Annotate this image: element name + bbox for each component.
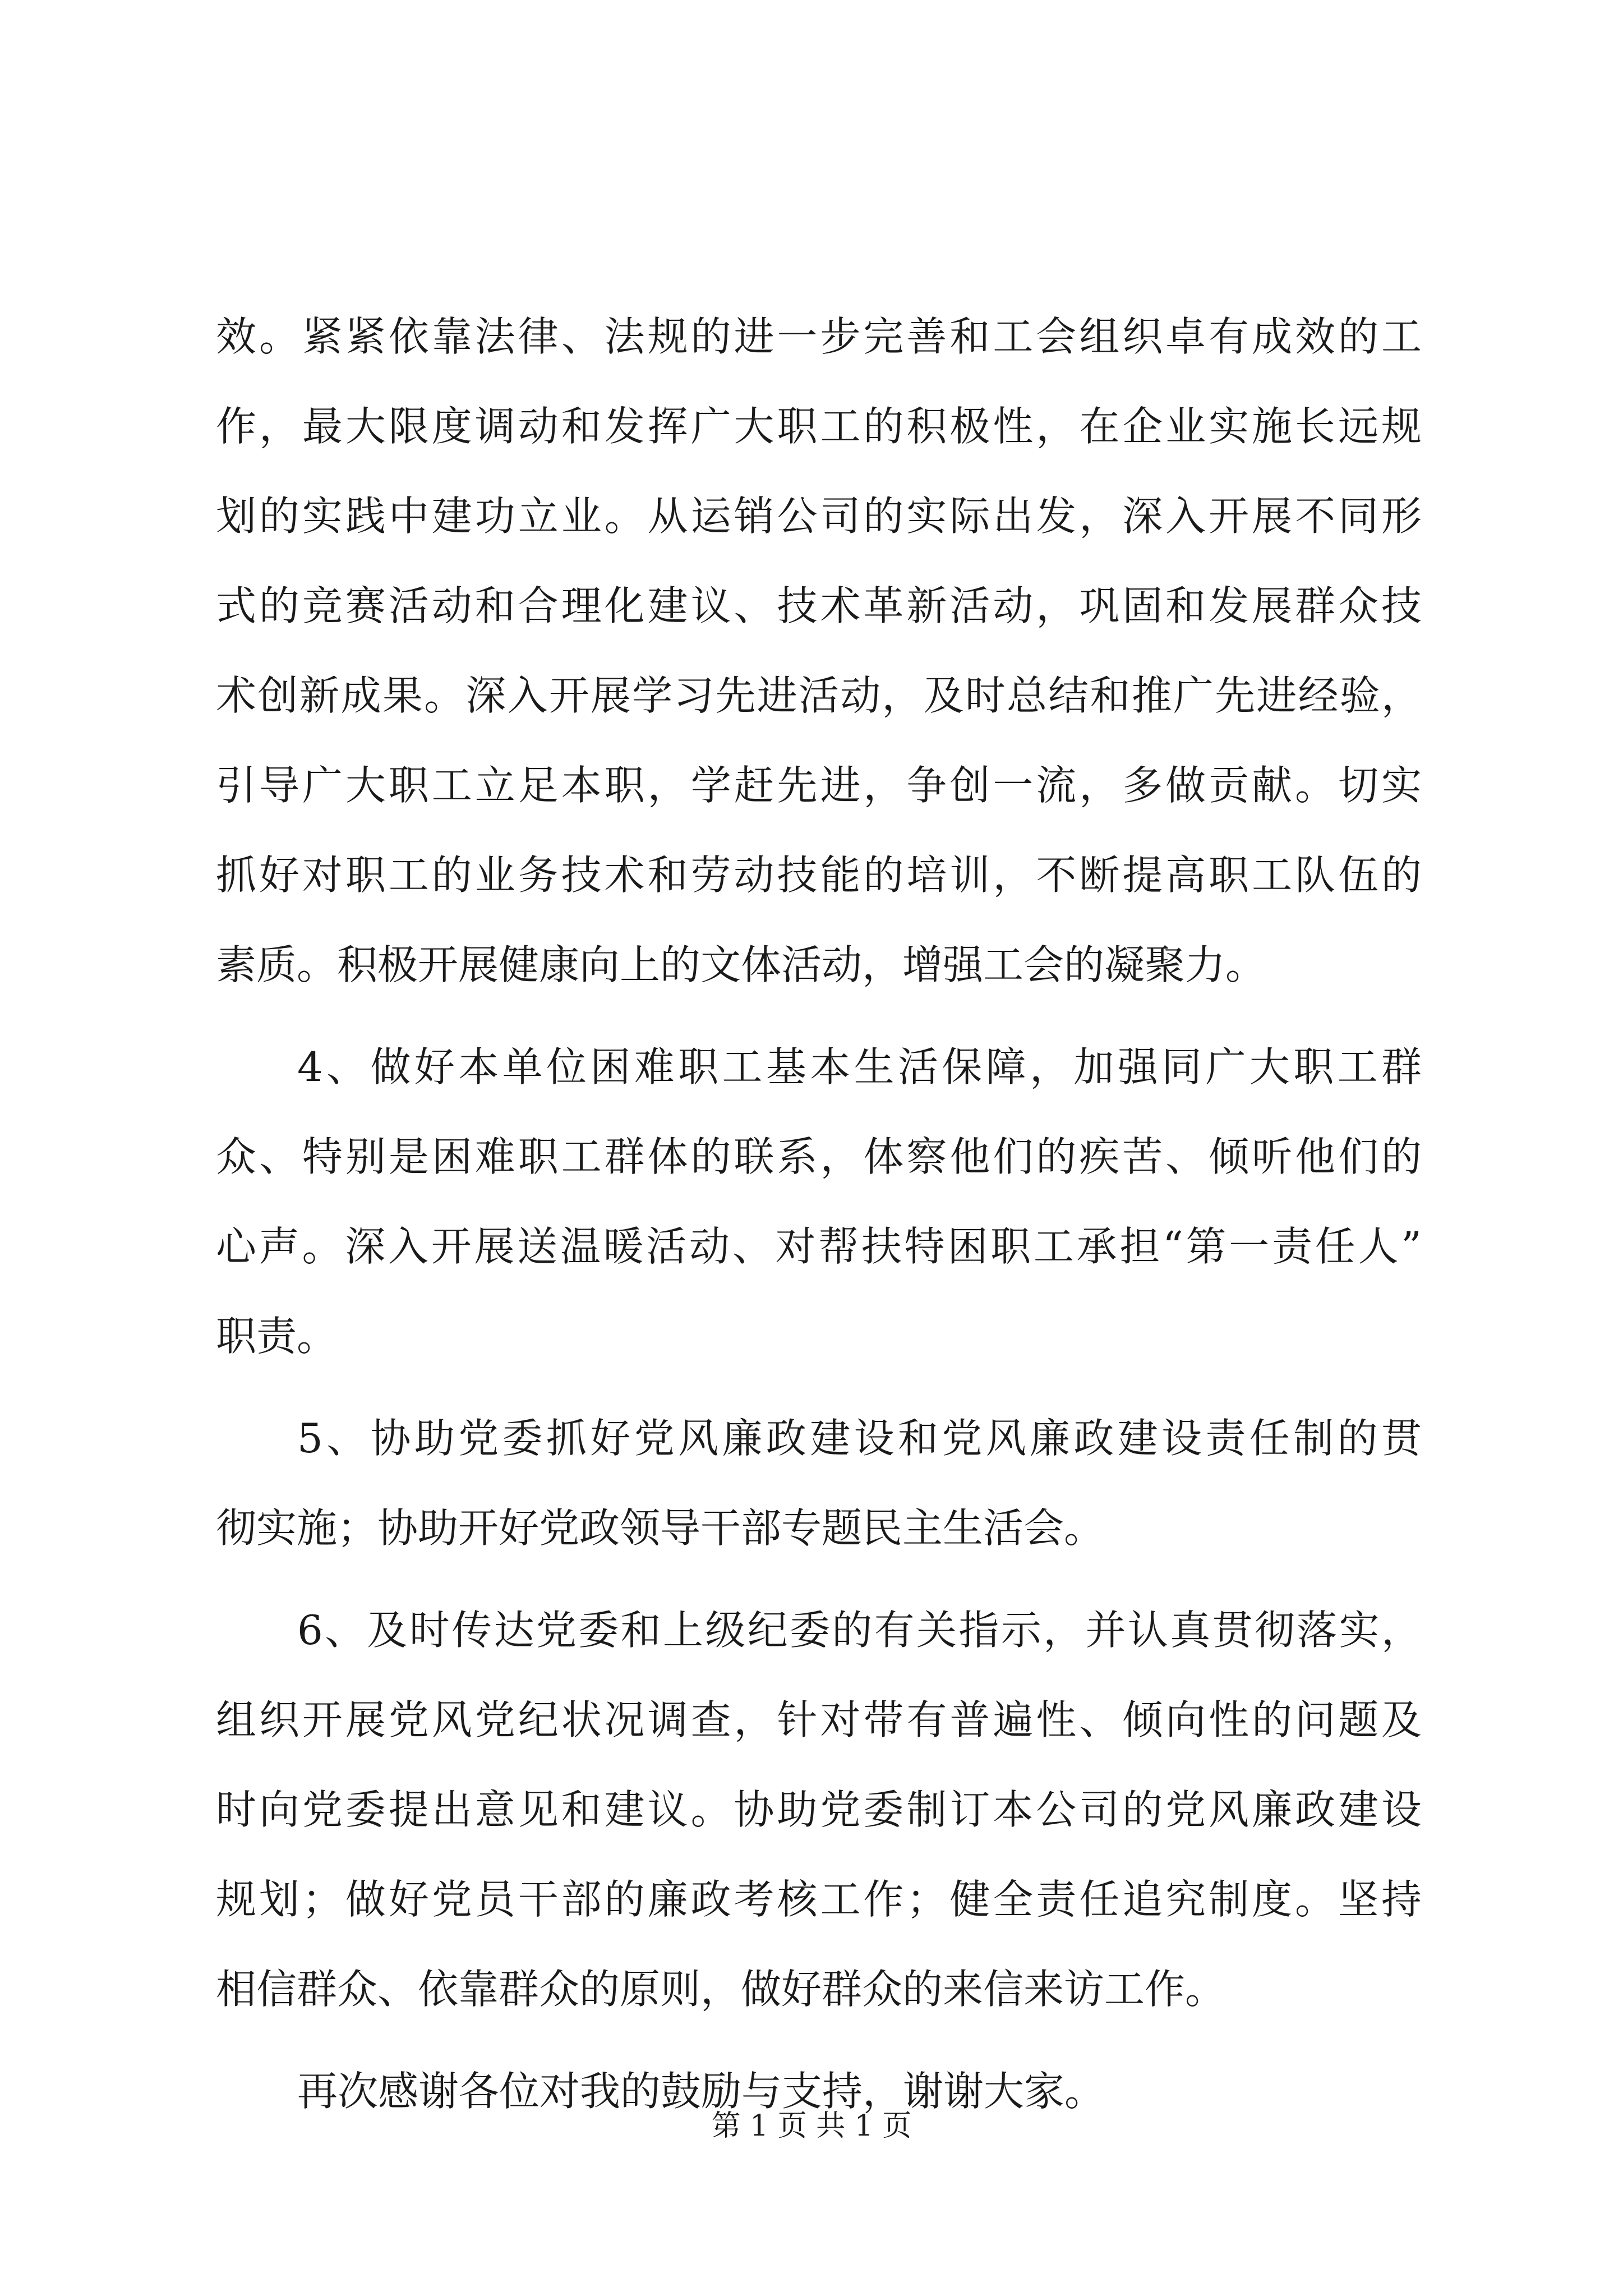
text-line: 5、协助党委抓好党风廉政建设和党风廉政建设责任制的贯 [297,1415,1422,1462]
text-line: 时向党委提出意见和建议。协助党委制订本公司的党风廉政建设 [216,1786,1422,1833]
text-line: 再次感谢各位对我的鼓励与支持，谢谢大家。 [297,2068,1105,2115]
text-line: 规划；做好党员干部的廉政考核工作；健全责任追究制度。坚持 [216,1876,1422,1923]
text-line: 彻实施；协助开好党政领导干部专题民主生活会。 [216,1504,1105,1552]
text-line: 术创新成果。深入开展学习先进活动，及时总结和推广先进经验， [216,672,1422,719]
paragraph [216,1022,1422,1381]
text-line: 作，最大限度调动和发挥广大职工的积极性，在企业实施长远规 [216,403,1422,450]
text-line: 引导广大职工立足本职，学赶先进，争创一流，多做贡献。切实 [216,762,1422,809]
document-body [216,292,1422,2136]
text-line: 组织开展党风党纪状况调查，针对带有普遍性、倾向性的问题及 [216,1696,1422,1743]
paragraph [216,292,1422,1010]
text-line: 职责。 [216,1313,338,1360]
text-line: 6、及时传达党委和上级纪委的有关指示，并认真贯彻落实， [297,1607,1422,1654]
text-line: 心声。深入开展送温暖活动、对帮扶特困职工承担“第一责任人” [216,1223,1422,1270]
text-line: 素质。积极开展健康向上的文体活动，增强工会的凝聚力。 [216,941,1266,988]
page-number-footer: 第 1 页 共 1 页 [711,2109,912,2143]
text-line: 4、做好本单位困难职工基本生活保障，加强同广大职工群 [297,1043,1422,1091]
text-line: 相信群众、依靠群众的原则，做好群众的来信来访工作。 [216,1966,1226,2013]
text-line: 效。紧紧依靠法律、法规的进一步完善和工会组织卓有成效的工 [216,313,1422,360]
text-line: 众、特别是困难职工群体的联系，体察他们的疾苦、倾听他们的 [216,1133,1422,1180]
text-line: 抓好对职工的业务技术和劳动技能的培训，不断提高职工队伍的 [216,852,1422,899]
text-line: 式的竞赛活动和合理化建议、技术革新活动，巩固和发展群众技 [216,582,1422,629]
text-line: 划的实践中建功立业。从运销公司的实际出发，深入开展不同形 [216,493,1422,540]
paragraph [216,1393,1422,1573]
paragraph [216,1585,1422,2034]
